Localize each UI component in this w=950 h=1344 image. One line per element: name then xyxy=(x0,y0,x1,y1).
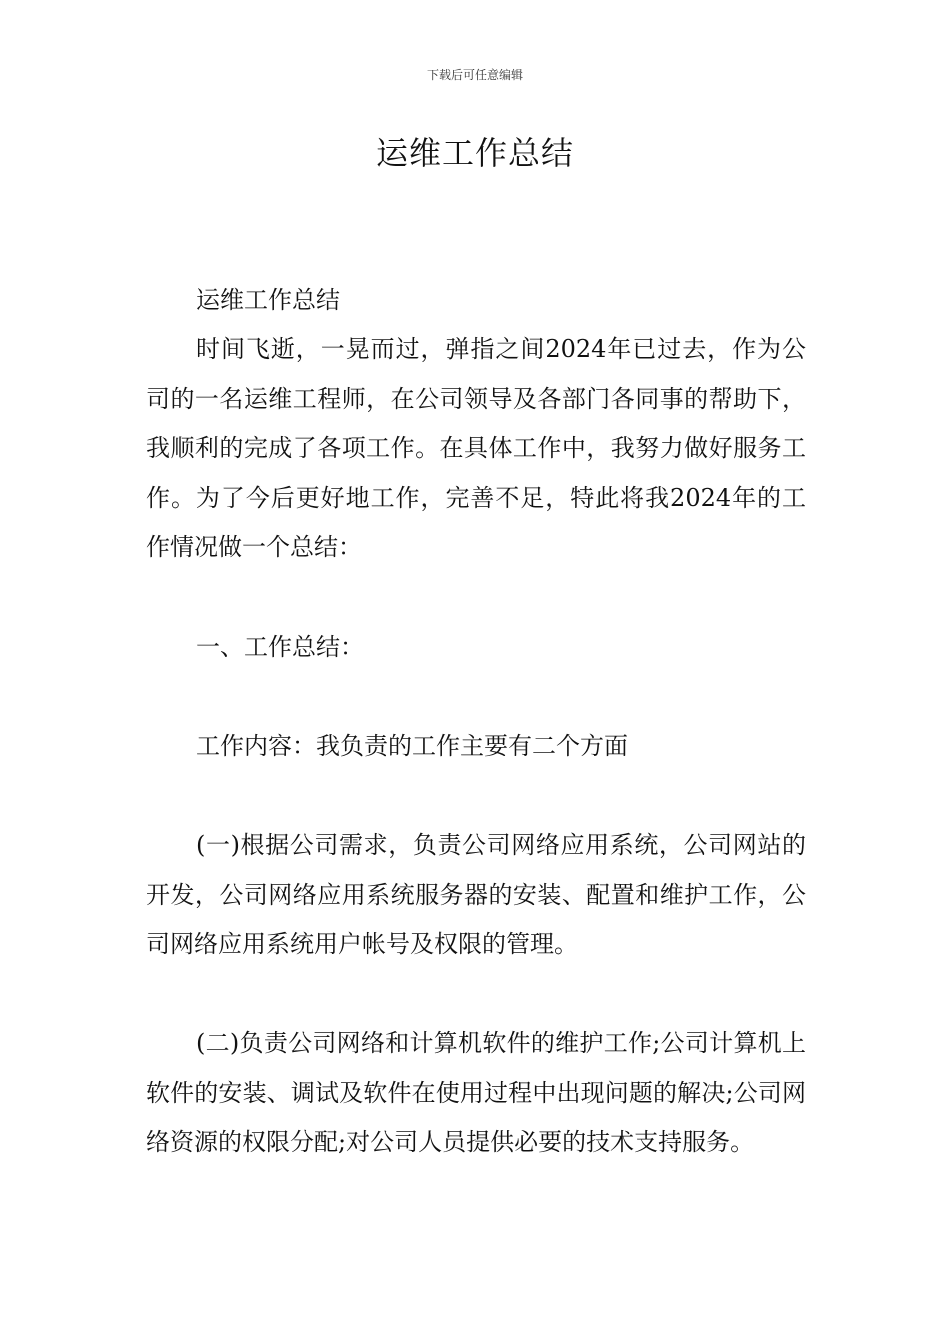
paragraph-section-heading: 一、工作总结： xyxy=(196,633,364,661)
paragraph-item-one: (一)根据公司需求，负责公司网络应用系统，公司网站的开发，公司网络应用系统服务器的安装、配置和维护工作，公司网络应用系统用户帐号及权限的管理。 xyxy=(146,831,806,958)
paragraph-item-two: (二)负责公司网络和计算机软件的维护工作;公司计算机上软件的安装、调试及软件在使用过程中出现问题的解决;公司网络资源的权限分配;对公司人员提供必要的技术支持服务。 xyxy=(146,1029,806,1156)
paragraph-intro: 时间飞逝，一晃而过，弹指之间2024年已过去，作为公司的一名运维工程师，在公司领导及各部门各同事的帮助下，我顺利的完成了各项工作。在具体工作中，我努力做好服务工作。为了今后更好地工作，完善不足，特此将我2024年的工作情况做一个总结： xyxy=(146,335,806,561)
paragraph-subtitle: 运维工作总结 xyxy=(196,286,340,314)
header-note: 下载后可任意编辑 xyxy=(426,68,523,82)
paragraph-work-content: 工作内容：我负责的工作主要有二个方面 xyxy=(196,732,628,760)
document-title: 运维工作总结 xyxy=(375,134,574,172)
